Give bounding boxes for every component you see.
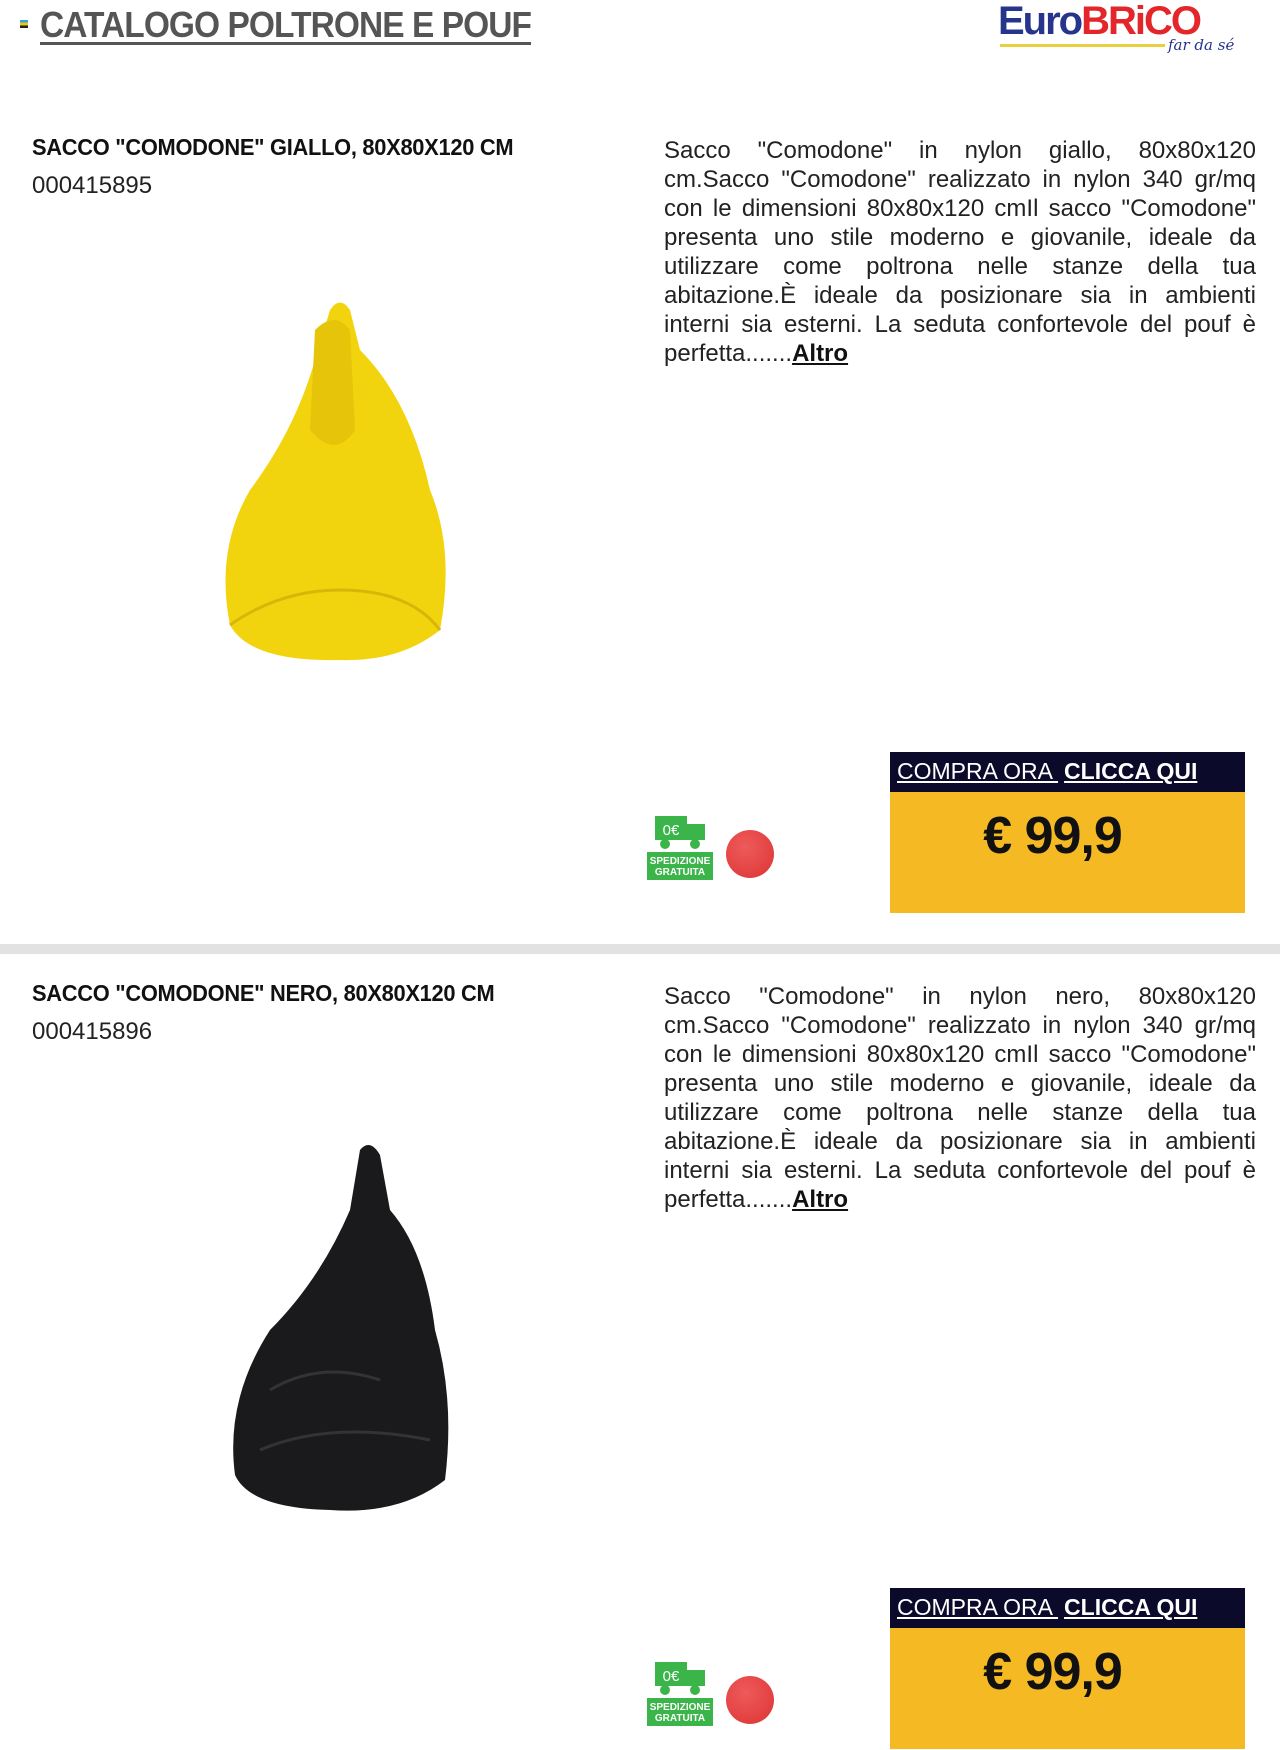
product-sku: 000415896 — [32, 1018, 153, 1045]
click-here-link[interactable]: CLICCA QUI — [1064, 1594, 1198, 1620]
logo-underline — [1000, 44, 1165, 47]
click-here-link[interactable]: CLICCA QUI — [1064, 758, 1198, 784]
shipping-label-2: GRATUITA — [654, 1713, 706, 1724]
shipping-price: 0€ — [662, 1668, 680, 1685]
buy-now-bar[interactable] — [890, 1588, 1245, 1628]
logo-brico: BRiCO — [1081, 0, 1201, 43]
buy-now-link[interactable]: COMPRA ORA — [897, 1594, 1059, 1620]
eurobrico-logo[interactable] — [998, 0, 1243, 58]
price-box[interactable] — [890, 752, 1245, 913]
product-description — [664, 136, 1256, 368]
description-text: Sacco "Comodone" in nylon giallo, 80x80x120 cm.Sacco "Comodone" realizzato in nylon 340 gr/mq con le dimensioni 80x80x120 cmIl sacco "Comodone" presenta uno stile moderno e giovanile, ideale da utilizzare come poltrona nelle stanze della tua abitazione.È ideale da posizionare sia in ambienti interni sia esterni. La seduta confortevole del pouf è perfetta....... — [664, 137, 1256, 367]
buy-now-bar[interactable] — [890, 752, 1245, 792]
availability-dot — [726, 830, 774, 878]
page-title[interactable]: CATALOGO POLTRONE E POUF — [40, 4, 532, 45]
product-image-yellow-beanbag[interactable] — [210, 290, 490, 710]
free-shipping-badge — [647, 814, 713, 880]
product-title[interactable]: SACCO "COMODONE" NERO, 80X80X120 CM — [32, 980, 495, 1006]
product-sku: 000415895 — [32, 172, 153, 199]
description-text: Sacco "Comodone" in nylon nero, 80x80x120 cm.Sacco "Comodone" realizzato in nylon 340 gr/mq con le dimensioni 80x80x120 cmIl sacco "Comodone" presenta uno stile moderno e giovanile, ideale da utilizzare come poltrona nelle stanze della tua abitazione.È ideale da posizionare sia in ambienti interni sia esterni. La seduta confortevole del pouf è perfetta....... — [664, 983, 1256, 1213]
shipping-label-1: SPEDIZIONE — [649, 1702, 711, 1713]
shipping-label-1: SPEDIZIONE — [649, 856, 711, 867]
product-image-black-beanbag[interactable] — [210, 1130, 490, 1550]
more-link[interactable]: Altro — [792, 340, 849, 367]
product-title[interactable]: SACCO "COMODONE" GIALLO, 80X80X120 CM — [32, 134, 514, 160]
product-separator — [0, 944, 1280, 954]
product-price: € 99,9 — [983, 1643, 1122, 1701]
price-box[interactable] — [890, 1588, 1245, 1749]
more-link[interactable]: Altro — [792, 1186, 849, 1213]
shipping-price: 0€ — [662, 822, 680, 839]
logo-euro: Euro — [998, 0, 1082, 43]
product-description — [664, 982, 1256, 1214]
product-price: € 99,9 — [983, 807, 1122, 865]
buy-now-link[interactable]: COMPRA ORA — [897, 758, 1059, 784]
free-shipping-badge — [647, 1660, 713, 1726]
shipping-label-2: GRATUITA — [654, 867, 706, 878]
logo-tagline: far da sé — [1168, 36, 1235, 54]
header-marker — [20, 20, 28, 28]
availability-dot — [726, 1676, 774, 1724]
